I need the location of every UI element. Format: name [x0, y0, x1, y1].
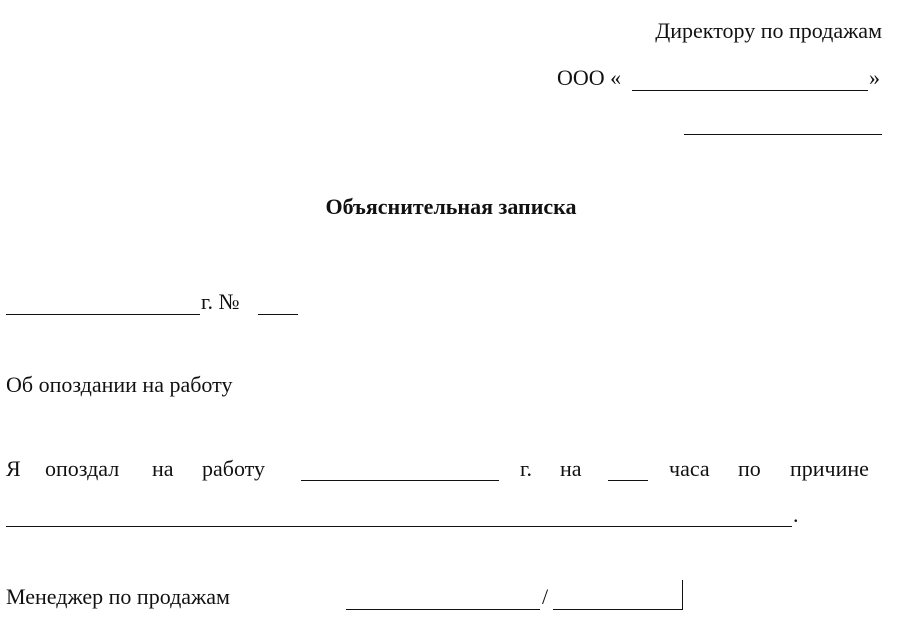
addressee-name-blank[interactable] — [684, 134, 882, 135]
body-word-2: опоздал — [45, 456, 120, 481]
body-word-9: причине — [790, 456, 869, 481]
document-title: Объяснительная записка — [325, 194, 577, 219]
hours-blank[interactable] — [608, 480, 648, 481]
year-number-label: г. № — [201, 289, 240, 314]
body-word-7: часа — [669, 456, 710, 481]
body-word-5: г. — [520, 456, 533, 481]
body-word-8: по — [738, 456, 761, 481]
signature-name-blank[interactable] — [553, 609, 682, 610]
number-blank[interactable] — [258, 314, 298, 315]
company-name-blank[interactable] — [632, 90, 868, 91]
late-date-blank[interactable] — [301, 480, 499, 481]
subject-line: Об опоздании на работу — [6, 372, 233, 397]
reason-blank[interactable] — [6, 526, 792, 527]
company-suffix: » — [869, 65, 880, 90]
date-blank[interactable] — [6, 314, 200, 315]
company-prefix: ООО « — [557, 65, 622, 90]
addressee-position: Директору по продажам — [655, 18, 882, 43]
body-word-1: Я — [6, 456, 21, 481]
signature-separator: / — [542, 584, 549, 609]
body-word-4: работу — [202, 456, 265, 481]
signature-end-bar — [682, 580, 683, 610]
signature-blank[interactable] — [346, 609, 540, 610]
body-word-3: на — [152, 456, 174, 481]
reason-end-period: . — [793, 502, 799, 527]
body-word-6: на — [560, 456, 582, 481]
signature-role: Менеджер по продажам — [6, 584, 230, 609]
